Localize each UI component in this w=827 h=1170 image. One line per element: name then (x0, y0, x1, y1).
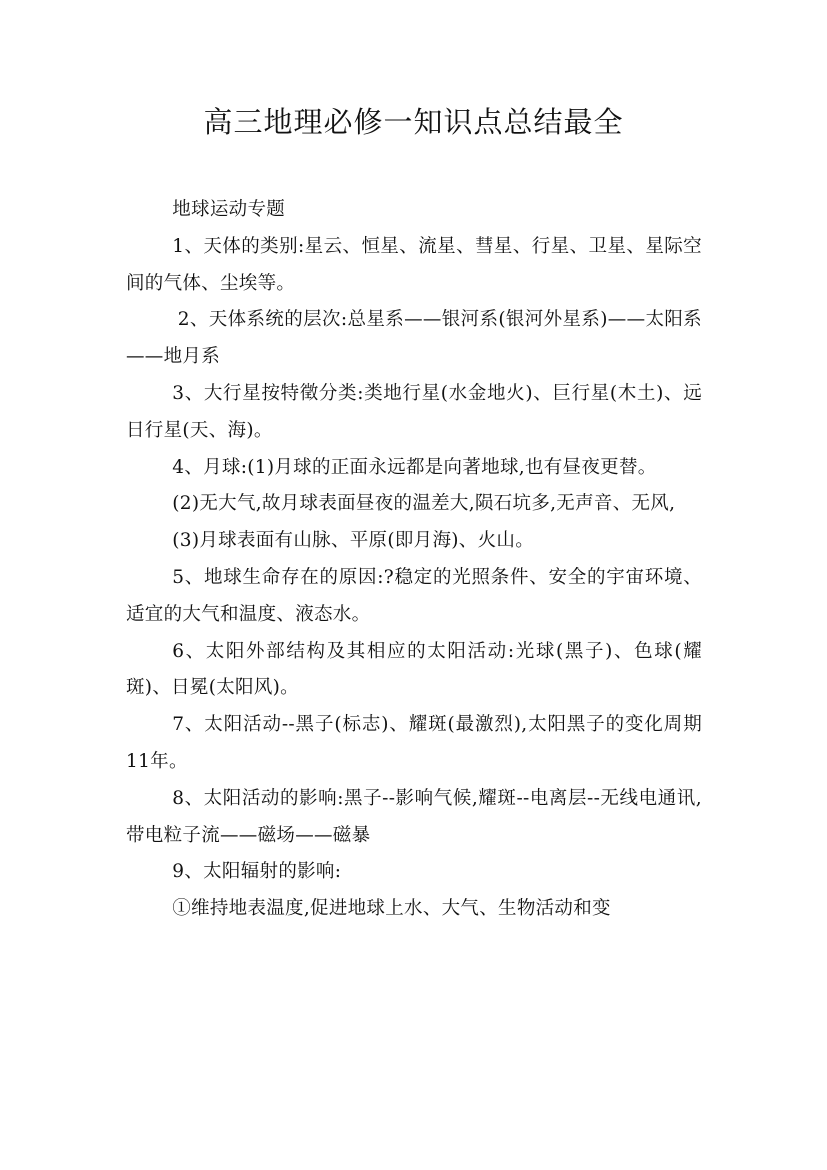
paragraph-1: 1、天体的类别:星云、恒星、流星、彗星、行星、卫星、星际空间的气体、尘埃等。 (126, 235, 702, 294)
paragraph-9: 9、太阳辐射的影响: (172, 861, 342, 883)
paragraph-6: 6、太阳外部结构及其相应的太阳活动:光球(黑子)、色球(耀斑)、日冕(太阳风)。 (126, 640, 702, 699)
paragraph-7: 7、太阳活动--黑子(标志)、耀斑(最激烈),太阳黑子的变化周期11年。 (126, 714, 702, 772)
paragraph-8: 8、太阳活动的影响:黑子--影响气候,耀斑--电离层--无线电通讯,带电粒子流——磁场——磁暴 (126, 787, 702, 846)
paragraph-9-1: ①维持地表温度,促进地球上水、大气、生物活动和变 (172, 898, 611, 920)
paragraph-3: 3、大行星按特徵分类:类地行星(水金地火)、巨行星(木土)、远日行星(天、海)。 (126, 382, 702, 441)
paragraph-2: 2、天体系统的层次:总星系——银河系(银河外星系)——太阳系——地月系 (126, 309, 702, 368)
document-title: 高三地理必修一知识点总结最全 (203, 105, 624, 139)
document-body (126, 192, 702, 928)
paragraph-4-2: (2)无大气,故月球表面昼夜的温差大,陨石坑多,无声音、无风, (172, 493, 676, 515)
section-heading: 地球运动专题 (172, 199, 286, 220)
paragraph-4: 4、月球:(1)月球的正面永远都是向著地球,也有昼夜更替。 (172, 456, 657, 478)
paragraph-5: 5、地球生命存在的原因:?稳定的光照条件、安全的宇宙环境、适宜的大气和温度、液态水。 (126, 566, 702, 625)
paragraph-4-3: (3)月球表面有山脉、平原(即月海)、火山。 (172, 530, 534, 552)
